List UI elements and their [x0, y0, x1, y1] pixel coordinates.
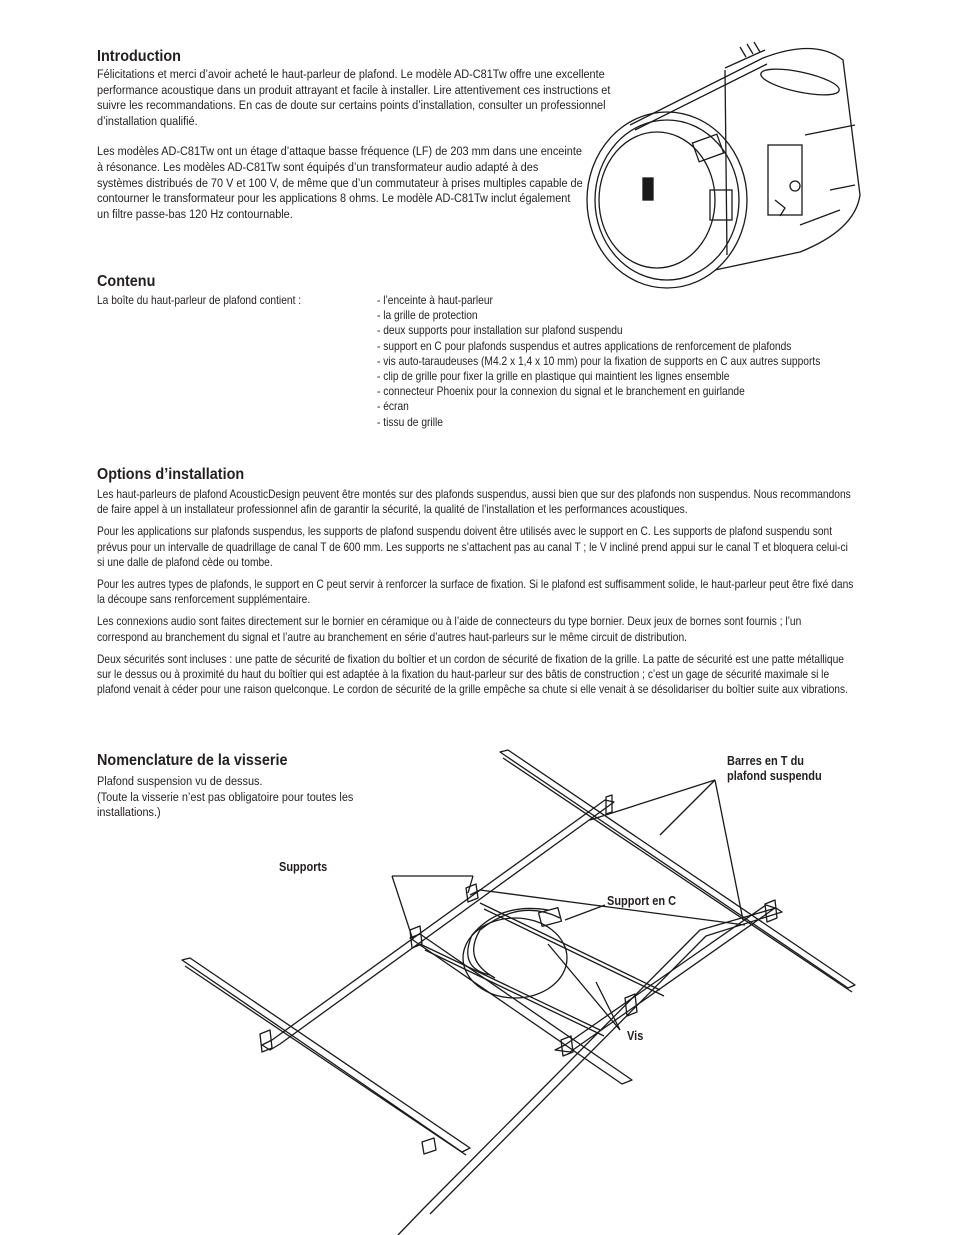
list-item: - écran: [377, 399, 409, 414]
options-heading: Options d’installation: [97, 466, 245, 483]
contenu-intro: La boîte du haut-parleur de plafond contient :: [97, 293, 302, 307]
list-item: - support en C pour plafonds suspendus et autres applications de renforcement de plafonds: [377, 338, 792, 353]
options-paragraph-3: Pour les autres types de plafonds, le support en C peut servir à renforcer la surface de fixation. Si le plafond est suffisamment solide, le haut-parleur peut être fixé dans la découpe sans renforcement supplémentaire.: [97, 577, 854, 607]
introduction-paragraph-1: Félicitations et merci d’avoir acheté le haut-parleur de plafond. Le modèle AD-C81Tw offre une excellente performance acoustique dans un produit attrayant et facile à installer. Lire attentivement ces instructions et suivre les recommandations. En cas de doute sur certains points d’installation, consulter un professionnel d’installation qualifié.: [97, 67, 611, 128]
introduction-paragraph-2: Les modèles AD-C81Tw ont un étage d’attaque basse fréquence (LF) de 203 mm dans une enceinte à résonance. Les modèles AD-C81Tw sont équipés d’un transformateur audio adapté à des systèmes distribués de 70 V et 100 V, de même que d’un commutateur à prises multiples capable de contourner le transformateur pour les applications 8 ohms. Le modèle AD-C81Tw inclut également un filtre passe-bas 120 Hz contournable.: [97, 144, 583, 221]
t-bars-label: [727, 754, 822, 784]
t-bars-label-line-2: plafond suspendu: [727, 769, 822, 783]
nomenclature-line-1: Plafond suspension vu de dessus.: [97, 774, 263, 788]
list-item: - tissu de grille: [377, 414, 443, 429]
c-support-label: Support en C: [607, 894, 677, 908]
screws-label: Vis: [627, 1029, 644, 1043]
options-paragraph-5: Deux sécurités sont incluses : une patte de sécurité de fixation du boîtier et un cordon de sécurité de fixation de la grille. La patte de sécurité est une patte métallique sur le dessus ou à proximité du haut du boîtier qui est adaptée à la fixation du haut-parleur sur des bâtis de construction ; c’est un gage de sécurité maximale si le plafond venait à céder pour une raison quelconque. Le cordon de sécurité de la grille empêche sa chute si elle venait à se désolidariser du boîtier suite aux vibrations.: [97, 651, 848, 697]
supports-label: Supports: [279, 860, 328, 874]
nomenclature-line-2: (Toute la visserie n’est pas obligatoire pour toutes les installations.): [97, 789, 354, 820]
list-item: - la grille de protection: [377, 308, 478, 323]
options-paragraph-4: Les connexions audio sont faites directement sur le bornier en céramique ou à l’aide de connecteurs du type bornier. Deux jeux de bornes sont fournis ; l’un correspond au branchement du signal et l’autre au branchement en série d’autres haut-parleurs sur le même circuit de distribution.: [97, 614, 802, 644]
list-item: - clip de grille pour fixer la grille en plastique qui maintient les lignes ensemble: [377, 369, 730, 384]
list-item: - l’enceinte à haut-parleur: [377, 293, 493, 307]
nomenclature-heading: Nomenclature de la visserie: [97, 752, 288, 769]
t-bars-label-line-1: Barres en T du: [727, 754, 805, 768]
list-item: - vis auto-taraudeuses (M4.2 x 1,4 x 10 mm) pour la fixation de supports en C aux autres supports: [377, 353, 821, 368]
options-paragraph-2: Pour les applications sur plafonds suspendus, les supports de plafond suspendu doivent être utilisés avec le support en C. Les supports de plafond suspendu sont prévus pour un intervalle de quadrillage de canal T de 600 mm. Les supports ne s’attachent pas au canal T ; le V incliné prend appui sur le canal T et bloquera celui-ci si une dalle de plafond cède ou tombe.: [97, 524, 848, 569]
list-item: - deux supports pour installation sur plafond suspendu: [377, 323, 623, 338]
options-paragraph-1: Les haut-parleurs de plafond AcousticDesign peuvent être montés sur des plafonds suspendus, aussi bien que sur des plafonds non suspendus. Nous recommandons de faire appel à un installateur professionnel afin de garantir la sécurité, la qualité de l’installation et les performances acoustiques.: [97, 487, 851, 517]
introduction-heading: Introduction: [97, 48, 181, 65]
contenu-heading: Contenu: [97, 273, 156, 290]
list-item: - connecteur Phoenix pour la connexion du signal et le branchement en guirlande: [377, 384, 745, 399]
